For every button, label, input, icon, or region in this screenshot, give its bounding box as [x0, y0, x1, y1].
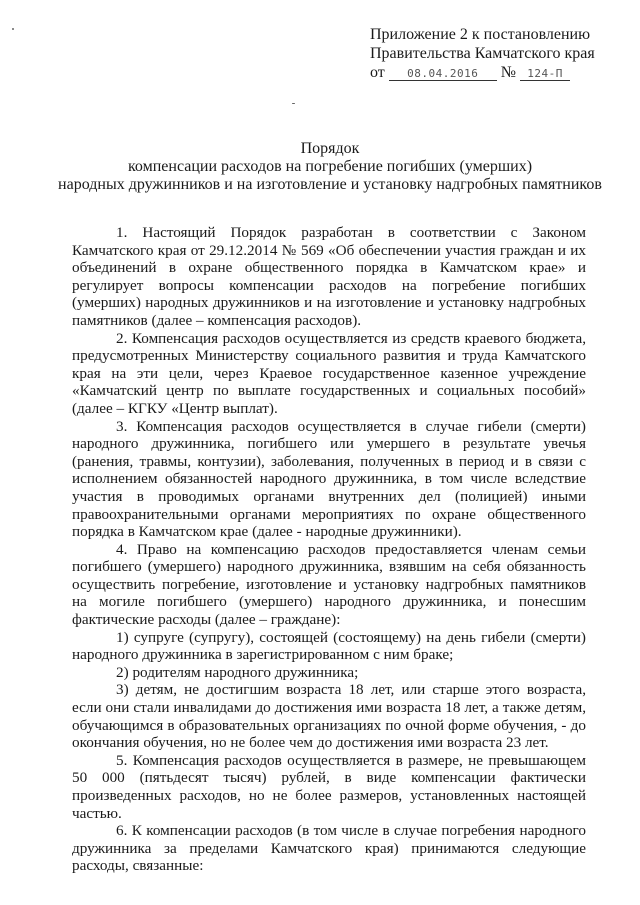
date-value: 08.04.2016 — [389, 67, 497, 81]
document-title — [40, 140, 620, 194]
appendix-date-line — [370, 63, 632, 82]
appendix-line-2: Правительства Камчатского края — [370, 45, 595, 62]
paragraph-4-item-2: 2) родителям народного дружинника; — [116, 663, 359, 681]
scan-speck — [292, 103, 295, 104]
paragraph-5: 5. Компенсация расходов осуществляется в размере, не превышающем 50 000 (пятьдесят тысяч) рублей, в виде компенсации фактически произведенных расходов, но не более размеров, установленных настоящей частью. — [72, 751, 586, 822]
paragraph-4-item-1: 1) супруге (супругу), состоящей (состоящему) на день гибели (смерти) народного дружинника в зарегистрированном с ним браке; — [72, 628, 586, 664]
appendix-header — [370, 25, 632, 82]
title-line-3: народных дружинников и на изготовление и установку надгробных памятников — [58, 176, 602, 193]
number-value: 124-П — [520, 67, 570, 81]
document-body — [72, 224, 586, 875]
paragraph-2: 2. Компенсация расходов осуществляется из средств краевого бюджета, предусмотренных Министерству социального развития и труда Камчатского края на эти цели, через Краевое государственное казенное учреждение «Камчатский центр по выплате государственных и социальных пособий» (далее – КГКУ «Центр выплат). — [72, 329, 586, 417]
number-prefix: № — [500, 64, 517, 81]
paragraph-6: 6. К компенсации расходов (в том числе в случае погребения народного дружинника за пределами Камчатского края) принимаются следующие расходы, связанные: — [72, 822, 586, 875]
paragraph-3: 3. Компенсация расходов осуществляется в случае гибели (смерти) народного дружинника, погибшего или умершего в результате увечья (ранения, травмы, контузии), заболевания, полученных в период и в связи с исполнением обязанностей народного дружинника, в том числе вследствие участия в проводимых органами внутренних дел (полицией) иными правоохранительными органами мероприятиях по охране общественного порядка в Камчатском крае (далее - народные дружинники). — [72, 417, 586, 541]
title-line-1: Порядок — [300, 140, 360, 157]
title-line-2: компенсации расходов на погребение погибших (умерших) — [127, 158, 533, 175]
paragraph-4: 4. Право на компенсацию расходов предоставляется членам семьи погибшего (умершего) народного дружинника, взявшим на себя обязанность осуществить погребение, изготовление и установку надгробных памятников на могиле погибшего (умершего) народного дружинника, и понесшим фактические расходы (далее – граждане): — [72, 540, 586, 629]
paragraph-4-item-3: 3) детям, не достигшим возраста 18 лет, или старше этого возраста, если они стали инвалидами до достижения ими возраста 18 лет, а также детям, обучающимся в образовательных организациях по очной форме обучения, - до окончания обучения, но не более чем до достижения ими возраста 23 лет. — [72, 681, 586, 752]
paragraph-1: 1. Настоящий Порядок разработан в соответствии с Законом Камчатского края от 29.12.2014 № 569 «Об обеспечении участия граждан и их объединений в охране общественного порядка в Камчатском крае» и регулирует вопросы компенсации расходов на погребение погибших (умерших) народных дружинников и на изготовление и установку надгробных памятников (далее – компенсация расходов). — [72, 224, 586, 329]
scan-speck — [12, 28, 14, 30]
date-prefix: от — [370, 64, 385, 81]
appendix-line-1: Приложение 2 к постановлению — [370, 26, 591, 43]
